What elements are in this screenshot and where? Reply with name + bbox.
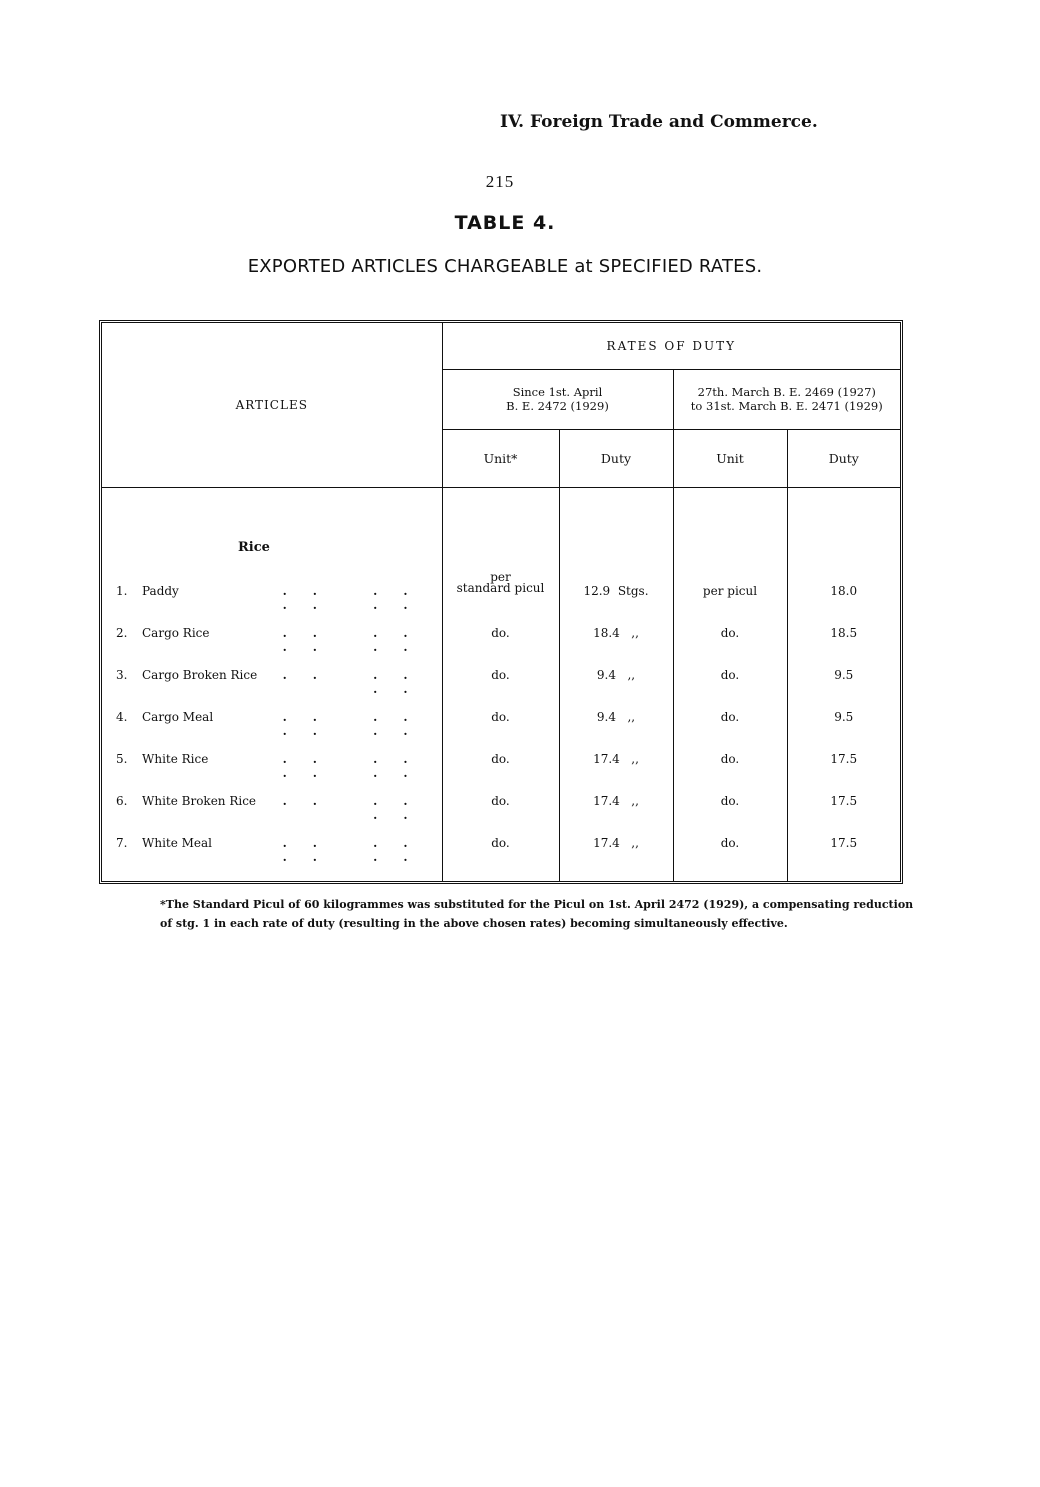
- leader-dots: .. .. .. ..: [282, 835, 434, 864]
- col-duty-current: Duty: [559, 429, 673, 487]
- article-name: Cargo Meal: [142, 709, 214, 724]
- article-name: White Meal: [142, 835, 213, 850]
- row-number: 5.: [116, 751, 128, 766]
- duty-current-cell: 9.4 ,,: [596, 709, 636, 724]
- row-number: 1.: [116, 583, 128, 598]
- table-row: [102, 625, 442, 654]
- unit-previous-cell: do.: [720, 667, 740, 682]
- unit-previous-column: [673, 487, 787, 881]
- duty-previous-cell: 18.0: [830, 583, 858, 598]
- unit-current-cell: do.: [491, 667, 510, 682]
- unit-current-per: per: [490, 569, 511, 584]
- row-number: 6.: [116, 793, 128, 808]
- period-current-line1: Since 1st. April: [512, 385, 603, 399]
- duty-previous-cell: 17.5: [830, 751, 858, 766]
- col-unit-previous: Unit: [673, 429, 787, 487]
- row-number: 4.: [116, 709, 128, 724]
- leader-dots: .. .. ..: [282, 793, 434, 822]
- leader-dots: .. .. .. ..: [282, 709, 434, 738]
- table-row: [102, 667, 442, 696]
- group-label-rice: Rice: [238, 539, 270, 555]
- row-number: 3.: [116, 667, 128, 682]
- table-title: TABLE 4.: [454, 212, 556, 234]
- table-row: [102, 835, 442, 864]
- duty-current-cell: 9.4 ,,: [596, 667, 636, 682]
- table-row: [102, 751, 442, 780]
- table-row: [102, 709, 442, 738]
- table-subtitle: EXPORTED ARTICLES CHARGEABLE at SPECIFIED RATES.: [247, 256, 763, 277]
- duty-previous-column: [787, 487, 900, 881]
- unit-previous-cell: do.: [720, 793, 740, 808]
- row-number: 7.: [116, 835, 128, 850]
- unit-previous-cell: per picul: [702, 583, 758, 598]
- leader-dots: .. .. .. ..: [282, 583, 434, 612]
- duty-previous-cell: 17.5: [830, 835, 858, 850]
- unit-current-cell: [443, 569, 559, 598]
- period-current-header: [442, 369, 673, 429]
- period-previous-header: [673, 369, 900, 429]
- duty-current-cell: 17.4 ,,: [593, 835, 639, 850]
- rates-of-duty-header: RATES OF DUTY: [442, 323, 900, 369]
- duty-current-cell: 18.4 ,,: [593, 625, 639, 640]
- leader-dots: .. .. ..: [282, 667, 434, 696]
- col-duty-previous: Duty: [787, 429, 900, 487]
- rates-table: [102, 323, 900, 881]
- unit-previous-cell: do.: [720, 625, 740, 640]
- table-row: [102, 793, 442, 822]
- article-name: White Broken Rice: [142, 793, 257, 808]
- duty-previous-cell: 18.5: [830, 625, 858, 640]
- footnote: [160, 895, 920, 933]
- duty-current-column: [559, 487, 673, 881]
- duty-current-cell: 17.4 ,,: [593, 793, 639, 808]
- unit-previous-cell: do.: [720, 751, 740, 766]
- duty-current-cell: 12.9 Stgs.: [583, 583, 649, 598]
- period-previous-line1: 27th. March B. E. 2469 (1927): [697, 385, 876, 399]
- duty-previous-cell: 17.5: [830, 793, 858, 808]
- section-heading: IV. Foreign Trade and Commerce.: [500, 112, 818, 132]
- unit-current-cell: do.: [491, 625, 510, 640]
- leader-dots: .. .. .. ..: [282, 751, 434, 780]
- unit-current-cell: do.: [491, 793, 510, 808]
- unit-current-cell: do.: [491, 835, 510, 850]
- footnote-marker: *: [160, 898, 166, 911]
- unit-current-cell: do.: [491, 751, 510, 766]
- unit-previous-cell: do.: [720, 709, 740, 724]
- articles-header: ARTICLES: [102, 323, 442, 487]
- unit-current-cell: do.: [491, 709, 510, 724]
- article-name: White Rice: [142, 751, 209, 766]
- footnote-text: The Standard Picul of 60 kilogrammes was substituted for the Picul on 1st. April 2472 (1929), a compensating reduction of stg. 1 in each rate of duty (resulting in the above chosen rates) becoming simultaneously effective.: [160, 898, 914, 930]
- duty-previous-cell: 9.5: [834, 667, 854, 682]
- articles-column: [102, 487, 442, 881]
- leader-dots: .. .. .. ..: [282, 625, 434, 654]
- col-unit-current: Unit*: [442, 429, 559, 487]
- article-name: Cargo Broken Rice: [142, 667, 258, 682]
- period-previous-line2: to 31st. March B. E. 2471 (1929): [690, 399, 883, 413]
- duty-current-cell: 17.4 ,,: [593, 751, 639, 766]
- article-name: Cargo Rice: [142, 625, 210, 640]
- article-name: Paddy: [142, 583, 179, 598]
- duty-previous-cell: 9.5: [834, 709, 854, 724]
- unit-current-column: [442, 487, 559, 881]
- period-current-line2: B. E. 2472 (1929): [506, 399, 609, 413]
- row-number: 2.: [116, 625, 128, 640]
- rates-table-frame: [99, 320, 903, 884]
- unit-current-standard-picul: standard picul: [456, 580, 545, 595]
- unit-previous-cell: do.: [720, 835, 740, 850]
- page-number: 215: [485, 172, 515, 191]
- table-row: [102, 583, 442, 612]
